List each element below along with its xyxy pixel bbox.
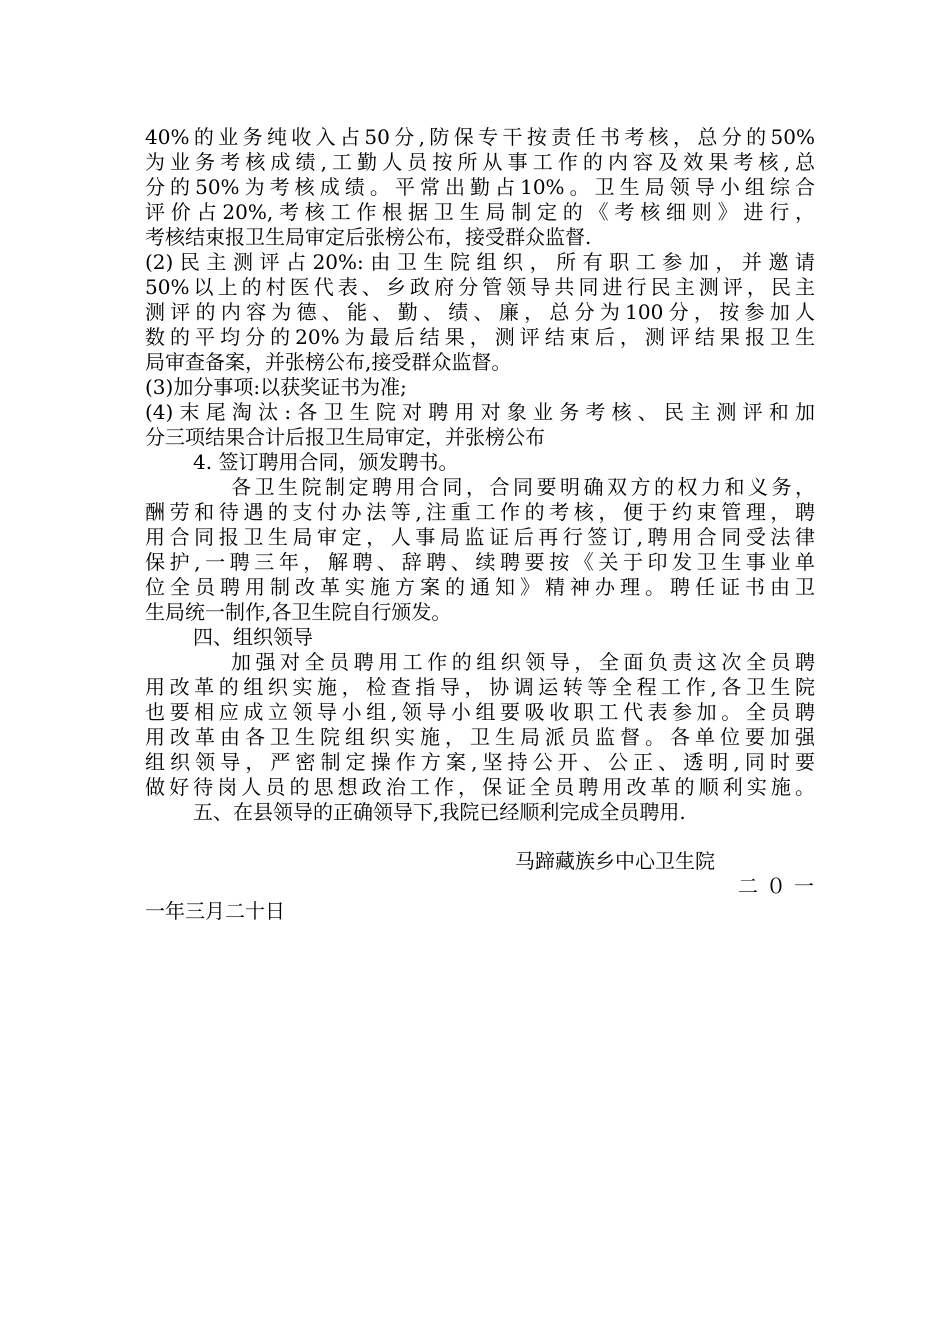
body-line: 酬劳和待遇的支付办法等,注重工作的考核，便于约束管理，聘 bbox=[145, 500, 815, 524]
body-line: 为业务考核成绩,工勤人员按所从事工作的内容及效果考核,总 bbox=[145, 150, 815, 174]
section-heading: 4. 签订聘用合同，颁发聘书。 bbox=[193, 450, 459, 474]
body-line: 做好待岗人员的思想政治工作，保证全员聘用改革的顺利实施。 bbox=[145, 775, 815, 799]
body-line: 50%以上的村医代表、乡政府分管领导共同进行民主测评，民主 bbox=[145, 275, 815, 299]
body-line: 保护,一聘三年，解聘、辞聘、续聘要按《关于印发卫生事业单 bbox=[145, 550, 815, 574]
body-line: (3)加分事项:以获奖证书为准; bbox=[145, 375, 407, 399]
date-line-1: 二０一 bbox=[738, 874, 822, 898]
body-line: 考核结束报卫生局审定后张榜公布，接受群众监督. bbox=[145, 225, 592, 249]
body-line: 组织领导，严密制定操作方案,坚持公开、公正、透明,同时要 bbox=[145, 750, 815, 774]
body-line: 数的平均分的20%为最后结果，测评结束后，测评结果报卫生 bbox=[145, 325, 815, 349]
body-line: 局审查备案，并张榜公布,接受群众监督。 bbox=[145, 350, 512, 374]
body-line: 评价占20%,考核工作根据卫生局制定的《考核细则》进行， bbox=[145, 200, 815, 224]
body-line: (2)民主测评占20%:由卫生院组织，所有职工参加，并邀请 bbox=[145, 250, 815, 274]
body-line: 用改革的组织实施，检查指导，协调运转等全程工作,各卫生院 bbox=[145, 675, 815, 699]
body-line: 40%的业务纯收入占50分,防保专干按责任书考核，总分的50% bbox=[145, 125, 815, 149]
body-line: 生局统一制作,各卫生院自行颁发。 bbox=[145, 600, 452, 624]
body-line: 测评的内容为德、能、勤、绩、廉，总分为100分，按参加人 bbox=[145, 300, 815, 324]
section-heading: 四、组织领导 bbox=[193, 625, 313, 649]
body-line: 位全员聘用制改革实施方案的通知》精神办理。聘任证书由卫 bbox=[145, 575, 815, 599]
body-line: 各卫生院制定聘用合同，合同要明确双方的权力和义务， bbox=[231, 475, 815, 499]
signature: 马蹄藏族乡中心卫生院 bbox=[515, 849, 715, 873]
body-line: 分的50%为考核成绩。平常出勤占10%。卫生局领导小组综合 bbox=[145, 175, 815, 199]
body-line: (4)末尾淘汰:各卫生院对聘用对象业务考核、民主测评和加 bbox=[145, 400, 815, 424]
section-heading: 五、在县领导的正确领导下,我院已经顺利完成全员聘用. bbox=[193, 800, 686, 824]
body-line: 用合同报卫生局审定，人事局监证后再行签订,聘用合同受法律 bbox=[145, 525, 815, 549]
date-line-2: 一年三月二十日 bbox=[145, 899, 285, 923]
body-line: 用改革由各卫生院组织实施，卫生局派员监督。各单位要加强 bbox=[145, 725, 815, 749]
body-line: 加强对全员聘用工作的组织领导，全面负责这次全员聘 bbox=[231, 650, 815, 674]
body-line: 分三项结果合计后报卫生局审定，并张榜公布 bbox=[145, 425, 545, 449]
body-line: 也要相应成立领导小组,领导小组要吸收职工代表参加。全员聘 bbox=[145, 700, 815, 724]
